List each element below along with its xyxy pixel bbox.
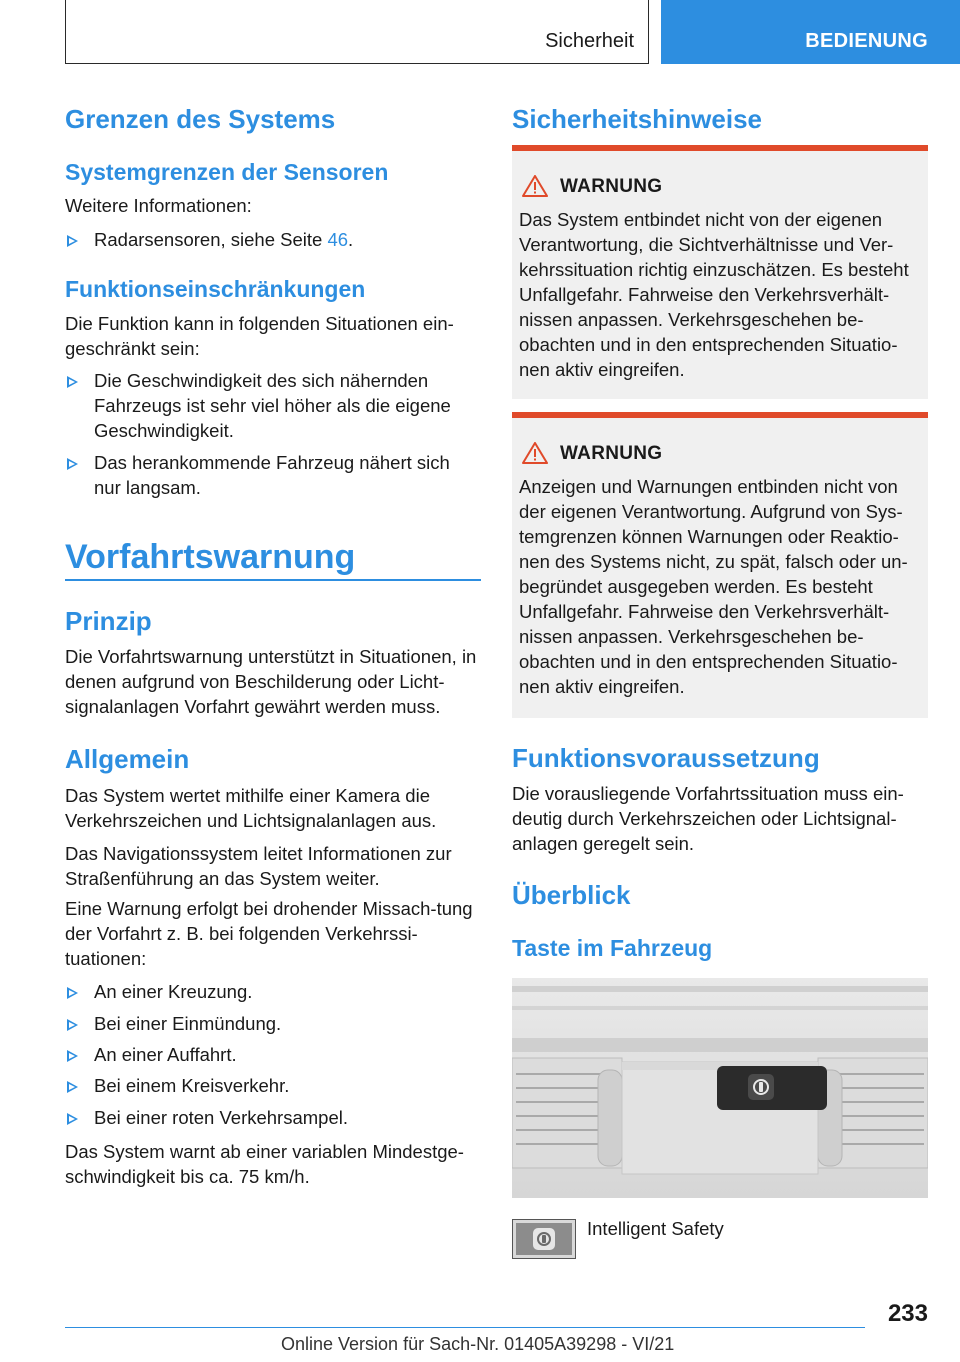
warning-text: Das System entbindet nicht von der eigenen Verantwortung, die Sichtverhältnisse und Ver-kehrssituation richtig einzuschätzen. Es besteht Unfallgefahr. Fahrweise den Verkehrsverhält-nissen anpassen. Verkehrsgeschehen be-obachten und in den entsprechenden Situatio-nen aktiv eingreifen. [519,209,909,380]
air-vent-right [818,1058,928,1168]
list-item-geschwindigkeit: Die Geschwindigkeit des sich nähernden Fahrzeugs ist sehr viel höher als die eigene Geschwindigkeit. [65,368,475,443]
heading-vorfahrtswarnung: Vorfahrtswarnung [65,538,356,576]
air-vent-left [512,1058,622,1168]
warning-title: WARNUNG [560,176,663,197]
warning-triangle-icon [522,175,548,197]
heading-underline [65,579,481,581]
paragraph-voraussetzung: Die vorausliegende Vorfahrtssituation muss ein-deutig durch Verkehrszeichen oder Lichtsignal-anlagen geregelt sein. [512,783,904,854]
bullet-triangle-icon [67,1019,78,1031]
heading-funktionseinschraenkungen: Funktionseinschränkungen [65,276,366,302]
list-item-situation: Bei einer roten Verkehrsampel. [65,1105,475,1130]
bullet-triangle-icon [67,235,78,247]
list-item-situation: Bei einer Einmündung. [65,1011,475,1036]
heading-prinzip: Prinzip [65,606,152,636]
heading-allgemein: Allgemein [65,744,190,774]
page-link-46[interactable]: 46 [327,229,349,250]
header-section-label: Sicherheit [545,30,634,52]
list-item-situation: An einer Auffahrt. [65,1042,475,1067]
paragraph-weitere: Weitere Informationen: [65,195,252,216]
paragraph-allgemein-2: Das Navigationssystem leitet Informationen zur Straßenführung an das System weiter. [65,843,452,889]
heading-ueberblick: Überblick [512,880,631,910]
warning-text: Anzeigen und Warnungen entbinden nicht von der eigenen Verantwortung. Aufgrund von Sys-temgrenzen können Warnungen oder Reaktio-nen des Systems nicht, zu spät, falsch oder un-begründet ausgegeben werden. Es besteht Unfallgefahr. Fahrweise den Verkehrsverhält-nissen anpassen. Verkehrsgeschehen be-obachten und in den entsprechenden Situatio-nen aktiv eingreifen. [519,476,908,697]
footer-online-version: Online Version für Sach-Nr. 01405A39298 - VI/21 [281,1334,675,1354]
paragraph-allgemein-3: Eine Warnung erfolgt bei drohender Missach-tung der Vorfahrt z. B. bei folgenden Verkehrssi-tuationen: [65,898,473,969]
bullet-triangle-icon [67,1050,78,1062]
bullet-triangle-icon [67,987,78,999]
heading-grenzen: Grenzen des Systems [65,104,336,134]
warning-box-2 [512,412,928,718]
intelligent-safety-button [717,1066,827,1110]
list-item-herankommend: Das herankommende Fahrzeug nähert sich nur langsam. [65,450,475,500]
header-section-tab [65,0,649,64]
heading-systemgrenzen: Systemgrenzen der Sensoren [65,159,389,185]
header-chapter-tab [661,0,960,64]
bullet-triangle-icon [67,1113,78,1125]
list-item-situation: An einer Kreuzung. [65,979,475,1004]
heading-sicherheitshinweise: Sicherheitshinweise [512,104,762,134]
list-item-situation: Bei einem Kreisverkehr. [65,1073,475,1098]
page-number: 233 [887,1300,928,1327]
warning-title: WARNUNG [560,443,663,464]
paragraph-prinzip: Die Vorfahrtswarnung unterstützt in Situationen, in denen aufgrund von Beschilderung oder Licht-signalanlagen Vorfahrt gewährt werden muss. [65,646,477,717]
button-label-intelligent-safety: Intelligent Safety [587,1218,724,1239]
paragraph-allgemein-1: Das System wertet mithilfe einer Kamera die Verkehrszeichen und Lichtsignalanlagen aus. [65,785,437,831]
paragraph-funktion: Die Funktion kann in folgenden Situationen ein-geschränkt sein: [65,313,454,359]
bullet-triangle-icon [67,458,78,470]
bullet-triangle-icon [67,1081,78,1093]
bullet-triangle-icon [67,376,78,388]
warning-triangle-icon [522,442,548,464]
paragraph-warnt: Das System warnt ab einer variablen Mindestge-schwindigkeit bis ca. 75 km/h. [65,1141,464,1187]
header-chapter-label: BEDIENUNG [805,30,928,52]
heading-funktionsvoraussetzung: Funktionsvoraussetzung [512,743,820,773]
list-item-radar: Radarsensoren, siehe Seite 46. [65,227,481,252]
intelligent-safety-button-icon [512,1219,576,1259]
warning-box-1 [512,145,928,399]
dashboard-photo [512,978,928,1198]
heading-taste-im-fahrzeug: Taste im Fahrzeug [512,935,713,961]
footer-rule [65,1327,865,1328]
